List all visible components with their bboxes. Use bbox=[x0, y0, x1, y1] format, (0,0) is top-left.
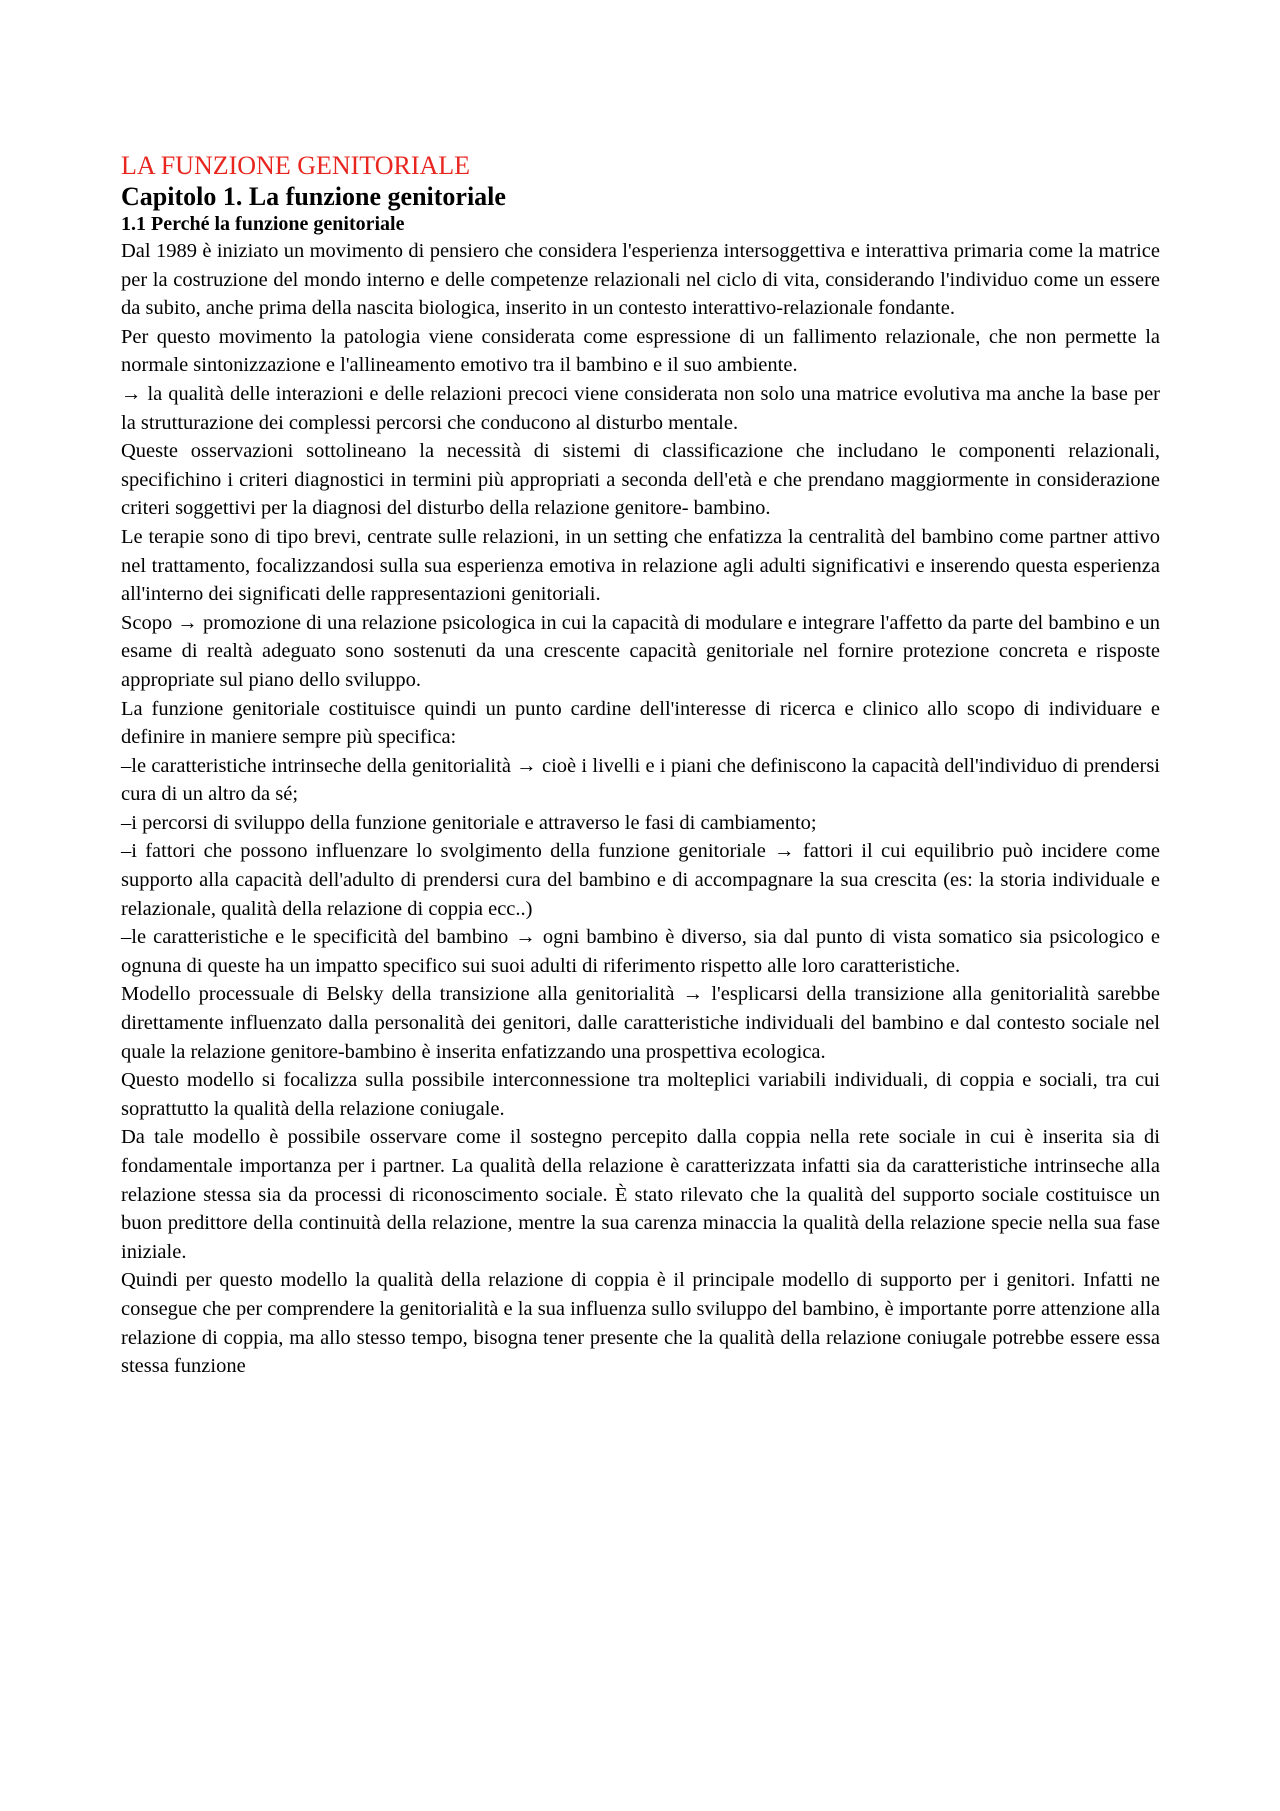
document-title: LA FUNZIONE GENITORIALE bbox=[121, 151, 471, 180]
paragraph: Modello processuale di Belsky della transizione alla genitorialità → l'esplicarsi della transizione alla genitorialità sarebbe direttamente influenzato dalla personalità dei genitori, dalle caratteristiche individuali del bambino e dal contesto sociale nel quale la relazione genitore-bambino è inserita enfatizzando una prospettiva ecologica. bbox=[121, 983, 1160, 1063]
list-item: –i fattori che possono influenzare lo svolgimento della funzione genitoriale → fattori il cui equilibrio può incidere come supporto alla capacità dell'adulto di prendersi cura del bambino e di accompagnare la sua crescita (es: la storia individuale e relazionale, qualità della relazione di coppia ecc..) bbox=[121, 840, 1160, 920]
paragraph: → la qualità delle interazioni e delle relazioni precoci viene considerata non solo una matrice evolutiva ma anche la base per la strutturazione dei complessi percorsi che conducono al disturbo mentale. bbox=[121, 382, 1160, 434]
chapter-title: Capitolo 1. La funzione genitoriale bbox=[121, 182, 506, 211]
paragraph: Da tale modello è possibile osservare come il sostegno percepito dalla coppia nella rete sociale in cui è inserita sia di fondamentale importanza per i partner. La qualità della relazione è caratterizzata infatti sia da caratteristiche intrinseche alla relazione stessa sia da processi di riconoscimento sociale. È stato rilevato che la qualità del supporto sociale costituisce un buon predittore della continuità della relazione, mentre la sua carenza minaccia la qualità della relazione specie nella sua fase iniziale. bbox=[121, 1126, 1160, 1263]
list-item: –le caratteristiche intrinseche della genitorialità → cioè i livelli e i piani che definiscono la capacità dell'individuo di prendersi cura di un altro da sé; bbox=[121, 754, 1160, 806]
paragraph: Per questo movimento la patologia viene considerata come espressione di un fallimento relazionale, che non permette la normale sintonizzazione e l'allineamento emotivo tra il bambino e il suo ambiente. bbox=[121, 325, 1160, 377]
paragraph: Quindi per questo modello la qualità della relazione di coppia è il principale modello di supporto per i genitori. Infatti ne consegue che per comprendere la genitorialità e la sua influenza sullo sviluppo del bambino, è importante porre attenzione alla relazione di coppia, ma allo stesso tempo, bisogna tener presente che la qualità della relazione coniugale potrebbe essere essa stessa funzione bbox=[121, 1269, 1160, 1378]
document-page bbox=[121, 150, 1160, 1381]
document-body bbox=[121, 237, 1160, 1381]
paragraph: Dal 1989 è iniziato un movimento di pensiero che considera l'esperienza intersoggettiva e interattiva primaria come la matrice per la costruzione del mondo interno e delle competenze relazionali nel ciclo di vita, considerando l'individuo come un essere da subito, anche prima della nascita biologica, inserito in un contesto interattivo-relazionale fondante. bbox=[121, 240, 1160, 320]
list-item: –le caratteristiche e le specificità del bambino → ogni bambino è diverso, sia dal punto di vista somatico sia psicologico e ognuna di queste ha un impatto specifico sui suoi adulti di riferimento rispetto alle loro caratteristiche. bbox=[121, 926, 1160, 977]
paragraph: Questo modello si focalizza sulla possibile interconnessione tra molteplici variabili individuali, di coppia e sociali, tra cui soprattutto la qualità della relazione coniugale. bbox=[121, 1069, 1160, 1120]
section-title: 1.1 Perché la funzione genitoriale bbox=[121, 213, 405, 235]
paragraph: Le terapie sono di tipo brevi, centrate sulle relazioni, in un setting che enfatizza la centralità del bambino come partner attivo nel trattamento, focalizzandosi sulla sua esperienza emotiva in relazione agli adulti significativi e inserendo questa esperienza all'interno dei significati delle rappresentazioni genitoriali. bbox=[121, 525, 1160, 606]
paragraph: Scopo → promozione di una relazione psicologica in cui la capacità di modulare e integrare l'affetto da parte del bambino e un esame di realtà adeguato sono sostenuti da una crescente capacità genitoriale nel fornire protezione concreta e risposte appropriate sul piano dello sviluppo. bbox=[121, 611, 1160, 691]
paragraph: La funzione genitoriale costituisce quindi un punto cardine dell'interesse di ricerca e clinico allo scopo di individuare e definire in maniere sempre più specifica: bbox=[121, 697, 1160, 749]
paragraph: Queste osservazioni sottolineano la necessità di sistemi di classificazione che includano le componenti relazionali, specifichino i criteri diagnostici in termini più appropriati a seconda dell'età e che prendano maggiormente in considerazione criteri soggettivi per la diagnosi del disturbo della relazione genitore- bambino. bbox=[121, 440, 1160, 520]
list-item: –i percorsi di sviluppo della funzione genitoriale e attraverso le fasi di cambiamento; bbox=[121, 811, 817, 834]
